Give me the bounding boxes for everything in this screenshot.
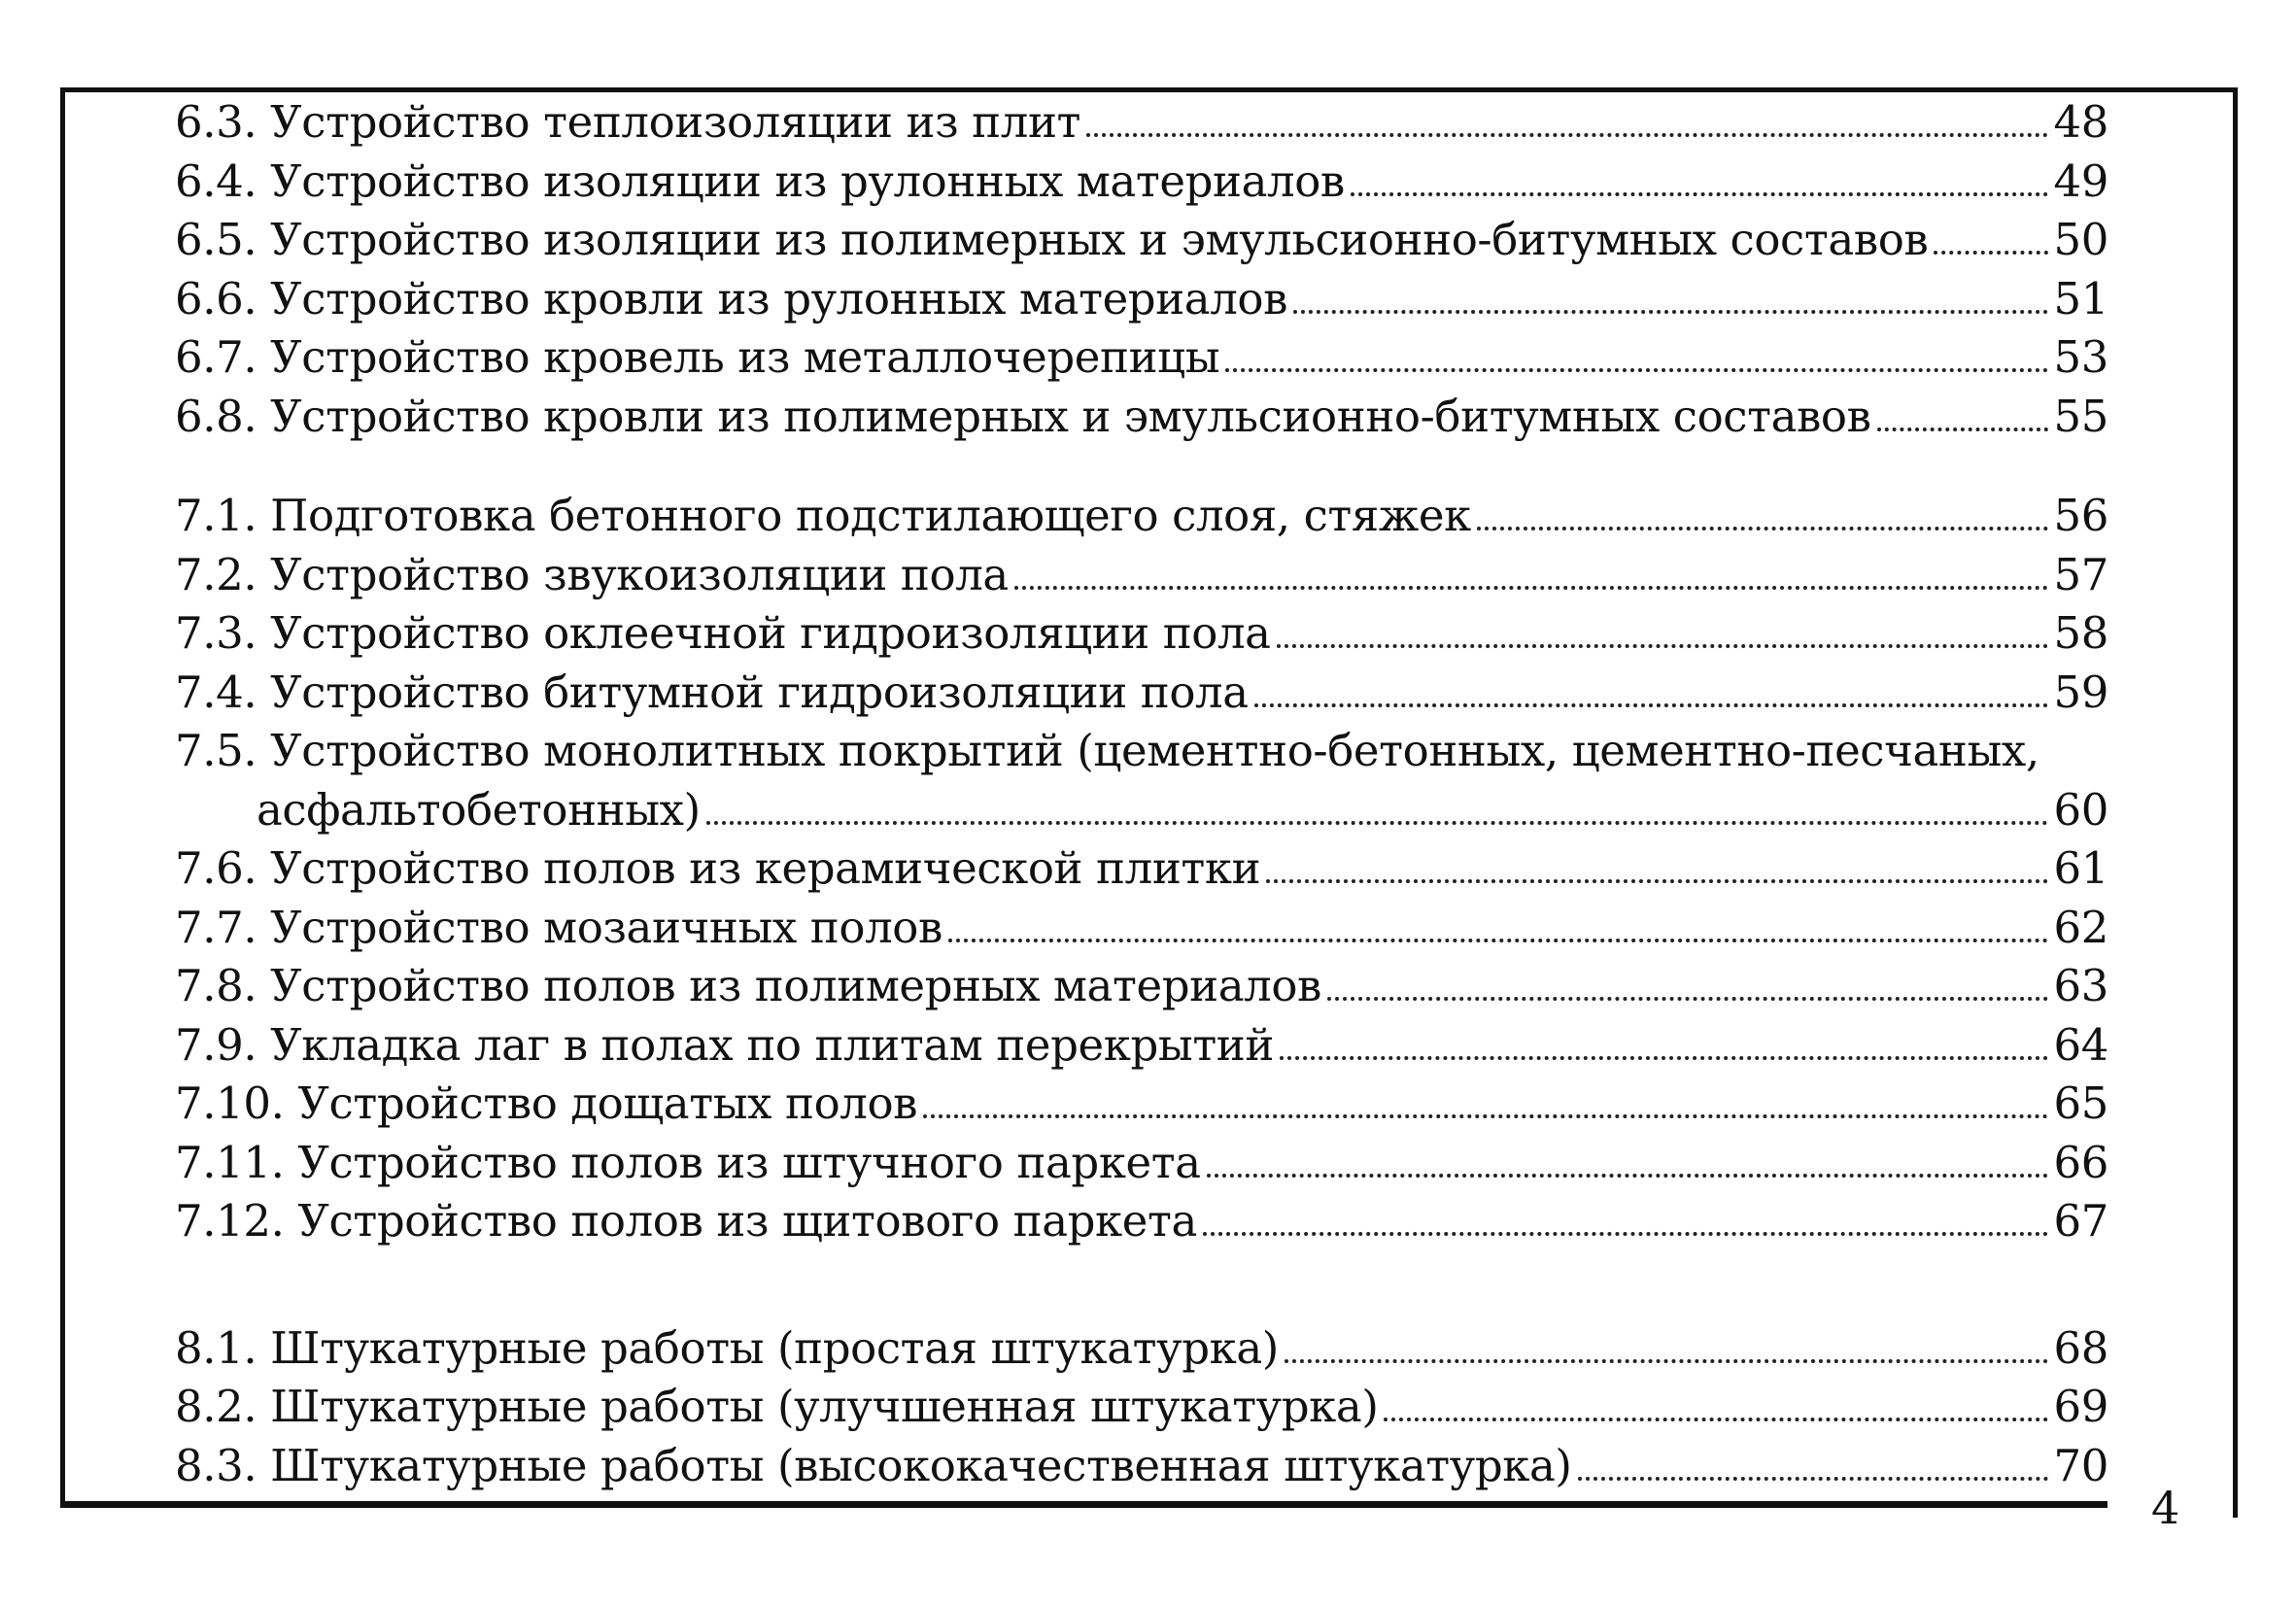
section-gap xyxy=(175,446,2108,487)
dot-leader xyxy=(1384,1418,2047,1421)
dot-leader xyxy=(1014,586,2048,590)
toc-entry-title: 7.6. Устройство полов из керамической плитки xyxy=(175,842,1261,894)
dot-leader xyxy=(1266,879,2047,883)
dot-leader xyxy=(706,821,2048,825)
section-gap xyxy=(175,1251,2108,1319)
toc-entry-page: 57 xyxy=(2053,548,2108,600)
toc-entry-title: 6.4. Устройство изоляции из рулонных материалов xyxy=(175,154,1345,207)
toc-entry-page: 62 xyxy=(2053,901,2108,953)
toc-entry-8-2 xyxy=(175,1378,2108,1437)
toc-entry-7-4 xyxy=(175,664,2108,723)
toc-entry-page: 50 xyxy=(2053,214,2108,265)
toc-entry-page: 48 xyxy=(2053,96,2108,148)
frame-right-stub xyxy=(2233,1496,2238,1518)
table-of-contents xyxy=(175,93,2108,1495)
toc-entry-title: 7.5. Устройство монолитных покрытий (цементно-бетонных, цементно-песчаных, xyxy=(175,725,2039,776)
toc-entry-7-10 xyxy=(175,1075,2108,1134)
toc-entry-title: 8.2. Штукатурные работы (улучшенная штукатурка) xyxy=(175,1381,1379,1432)
toc-entry-title: 6.7. Устройство кровель из металлочерепицы xyxy=(175,331,1220,383)
toc-entry-7-9 xyxy=(175,1016,2108,1076)
toc-entry-title: 8.1. Штукатурные работы (простая штукатурка) xyxy=(175,1321,1279,1374)
toc-entry-title: 7.10. Устройство дощатых полов xyxy=(175,1077,918,1129)
toc-entry-title: 7.4. Устройство битумной гидроизоляции пола xyxy=(175,666,1249,718)
dot-leader xyxy=(1934,251,2047,255)
dot-leader xyxy=(1225,368,2047,372)
toc-entry-7-8 xyxy=(175,957,2108,1016)
toc-entry-8-3 xyxy=(175,1437,2108,1496)
toc-entry-6-6 xyxy=(175,270,2108,329)
dot-leader xyxy=(1207,1174,2048,1178)
toc-entry-7-11 xyxy=(175,1134,2108,1193)
toc-entry-title: 6.8. Устройство кровли из полимерных и эмульсионно-битумных составов xyxy=(175,390,1871,442)
toc-entry-page: 53 xyxy=(2053,331,2108,383)
toc-entry-page: 51 xyxy=(2053,272,2108,325)
toc-entry-page: 67 xyxy=(2053,1195,2108,1247)
toc-entry-6-3 xyxy=(175,93,2108,153)
toc-entry-7-6 xyxy=(175,839,2108,899)
toc-entry-title: 7.7. Устройство мозаичных полов xyxy=(175,901,942,953)
toc-entry-title: 7.12. Устройство полов из щитового паркета xyxy=(175,1195,1197,1247)
dot-leader xyxy=(1351,192,2048,196)
toc-entry-6-5 xyxy=(175,211,2108,270)
toc-entry-7-5-line1 xyxy=(175,722,2108,781)
toc-entry-title-continuation: асфальтобетонных) xyxy=(257,783,701,836)
dot-leader xyxy=(1254,703,2048,707)
bottom-rule xyxy=(60,1501,2108,1508)
toc-entry-page: 64 xyxy=(2053,1018,2108,1071)
dot-leader xyxy=(1285,1359,2048,1363)
toc-entry-page: 65 xyxy=(2053,1077,2108,1129)
toc-entry-page: 63 xyxy=(2053,960,2108,1011)
toc-entry-page: 61 xyxy=(2053,842,2108,894)
toc-entry-page: 69 xyxy=(2053,1381,2108,1432)
toc-entry-7-5-line2 xyxy=(175,781,2108,840)
toc-entry-title: 7.8. Устройство полов из полимерных материалов xyxy=(175,960,1321,1011)
toc-entry-page: 70 xyxy=(2053,1439,2108,1491)
toc-entry-7-7 xyxy=(175,899,2108,958)
toc-entry-title: 6.5. Устройство изоляции из полимерных и эмульсионно-битумных составов xyxy=(175,214,1929,265)
toc-entry-7-1 xyxy=(175,487,2108,546)
toc-entry-7-2 xyxy=(175,546,2108,605)
toc-entry-8-1 xyxy=(175,1319,2108,1379)
dot-leader xyxy=(1086,133,2047,137)
toc-entry-7-12 xyxy=(175,1192,2108,1251)
toc-entry-page: 66 xyxy=(2053,1136,2108,1188)
toc-entry-6-7 xyxy=(175,328,2108,388)
dot-leader xyxy=(1293,310,2047,314)
toc-entry-page: 56 xyxy=(2053,490,2108,541)
toc-entry-page: 55 xyxy=(2053,390,2108,442)
toc-entry-6-8 xyxy=(175,388,2108,447)
toc-entry-page: 60 xyxy=(2053,783,2108,836)
toc-entry-page: 49 xyxy=(2053,154,2108,207)
toc-entry-title: 6.3. Устройство теплоизоляции из плит xyxy=(175,96,1081,148)
dot-leader xyxy=(1327,997,2048,1001)
dot-leader xyxy=(1277,644,2048,648)
toc-entry-title: 7.2. Устройство звукоизоляции пола xyxy=(175,548,1009,600)
toc-entry-page: 68 xyxy=(2053,1321,2108,1374)
dot-leader xyxy=(1203,1232,2048,1236)
toc-entry-title: 7.9. Укладка лаг в полах по плитам перекрытий xyxy=(175,1018,1274,1071)
toc-entry-title: 7.3. Устройство оклеечной гидроизоляции пола xyxy=(175,607,1271,659)
dot-leader xyxy=(1477,527,2048,530)
toc-entry-title: 7.11. Устройство полов из штучного паркета xyxy=(175,1136,1201,1188)
toc-entry-page: 58 xyxy=(2053,607,2108,659)
toc-entry-title: 7.1. Подготовка бетонного подстилающего слоя, стяжек xyxy=(175,490,1471,541)
toc-entry-6-4 xyxy=(175,153,2108,212)
toc-entry-page: 59 xyxy=(2053,666,2108,718)
dot-leader xyxy=(1578,1477,2048,1481)
dot-leader xyxy=(1280,1056,2048,1060)
page-number: 4 xyxy=(2151,1482,2180,1534)
toc-entry-7-3 xyxy=(175,604,2108,664)
dot-leader xyxy=(1877,427,2048,431)
toc-entry-title: 8.3. Штукатурные работы (высококачественная штукатурка) xyxy=(175,1439,1572,1491)
dot-leader xyxy=(948,939,2048,942)
dot-leader xyxy=(923,1114,2047,1118)
toc-entry-title: 6.6. Устройство кровли из рулонных материалов xyxy=(175,272,1288,325)
